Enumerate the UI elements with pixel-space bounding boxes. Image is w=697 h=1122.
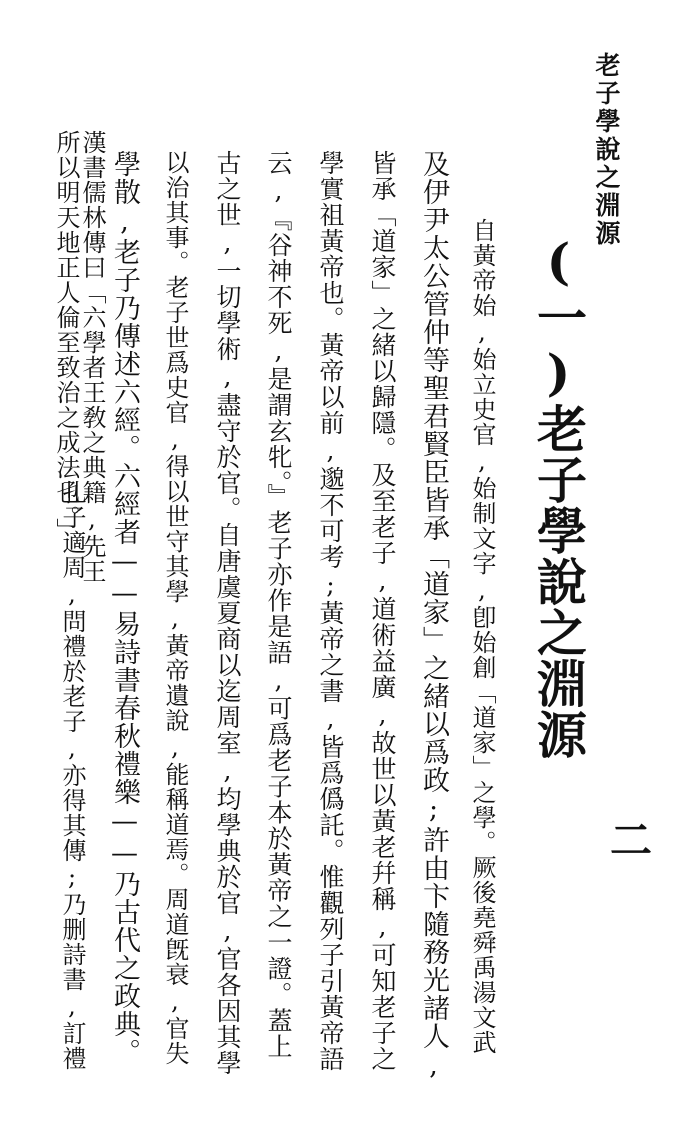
body-column-1: 自黃帝始,始立史官,始制文字,卽始創「道家」之學。厥後堯舜禹湯文武 — [468, 218, 496, 1055]
body-column-2: 及伊尹太公管仲等聖君賢臣皆承「道家」之緒以爲政;許由卞隨務光諸人, — [418, 150, 449, 1082]
footnote-line-2: 所以明天地正人倫至致治之成法也。」 — [52, 130, 80, 543]
footnote-line-1: 漢書儒林傳曰「六學者王敎之典籍,先王 — [78, 130, 106, 584]
body-column-8: 學散,老子乃傳述六經。六經者——易詩書春秋禮樂——乃古代之政典。 — [109, 150, 140, 1066]
body-column-4: 學實祖黃帝也。黃帝以前,邈不可考;黃帝之書,皆爲僞託。惟觀列子引黃帝語 — [316, 150, 345, 1072]
body-column-3: 皆承「道家」之緒以歸隱。及至老子,道術益廣,故世以黃老幷稱,可知老子之 — [368, 150, 397, 1072]
section-title: (一)老子學說之淵源 — [529, 232, 588, 760]
running-header: 老子學說之淵源 — [592, 52, 621, 248]
body-column-6: 古之世,一切學術,盡守於官。自唐虞夏商以迄周室,均學典於官,官各因其學 — [213, 150, 242, 1076]
body-column-7: 以治其事。老子世爲史官,得以世守其學,黃帝遺說,能稱道焉。周道旣衰,官失 — [161, 150, 189, 1066]
body-column-9: 孔子適周,問禮於老子,亦得其傳;乃删詩書,訂禮 — [58, 480, 86, 1071]
body-column-5: 云,『谷神不死,是謂玄牝。』老子亦作是語,可爲老子本於黃帝之一證。蓋上 — [264, 150, 293, 1060]
page-number: 二 — [604, 818, 653, 860]
